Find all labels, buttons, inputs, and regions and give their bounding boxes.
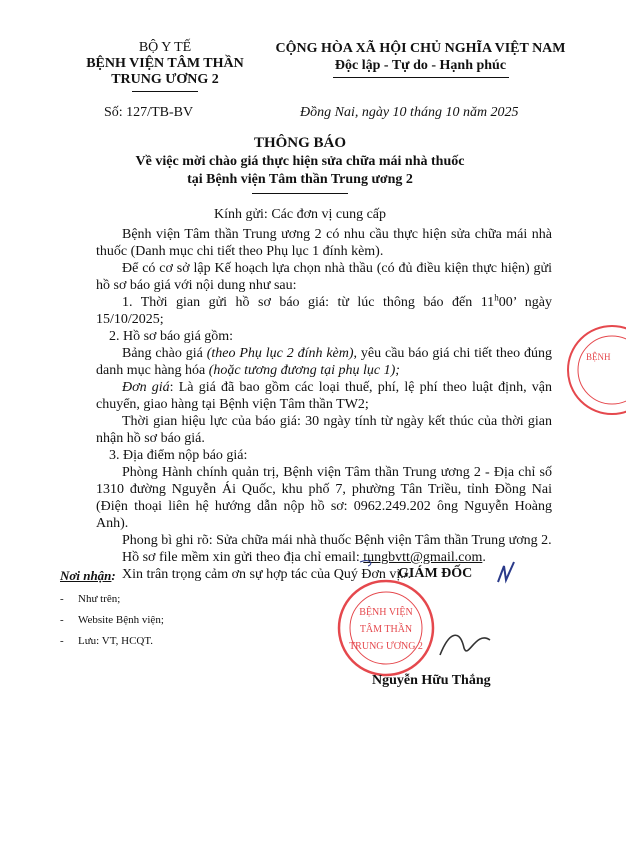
- document-number: Số: 127/TB-BV: [104, 105, 194, 120]
- motto-underline: [333, 77, 509, 78]
- quote-table-text-2: , yêu cầu báo giá chi tiết theo đúng danh mục hàng hóa: [96, 346, 552, 378]
- document-body: [96, 226, 552, 583]
- email-link[interactable]: tungbvtt@gmail.com: [363, 550, 483, 565]
- paragraph-validity: Thời gian hiệu lực của báo giá: 30 ngày tính từ ngày kết thúc của thời gian nhận hồ sơ báo giá.: [96, 414, 552, 446]
- paragraph-purpose: Để có cơ sở lập Kế hoạch lựa chọn nhà thầu (có đủ điều kiện thực hiện) gửi hồ sơ báo giá với nội dung như sau:: [96, 261, 552, 293]
- subject-underline: [252, 193, 348, 194]
- recipient-item-text: Website Bệnh viện;: [78, 614, 164, 626]
- country-name: CỘNG HÒA XÃ HỘI CHỦ NGHĨA VIỆT NAM: [275, 41, 566, 56]
- email-period: .: [482, 550, 486, 565]
- paragraph-envelope: Phong bì ghi rõ: Sửa chữa mái nhà thuốc Bệnh viện Tâm thần Trung ương 2.: [122, 533, 552, 548]
- seal-line-1: BỆNH VIỆN: [359, 607, 413, 618]
- quote-table-appendix: (theo Phụ lục 2 đính kèm): [206, 346, 354, 361]
- recipient-item-text: Như trên;: [78, 593, 121, 605]
- document-subject: [80, 153, 520, 189]
- deadline-hour-sup: h: [494, 292, 499, 303]
- recipient-item: - Website Bệnh viện;: [60, 614, 164, 626]
- place-and-date: Đồng Nai, ngày 10 tháng 10 năm 2025: [300, 105, 519, 120]
- deadline-date: 00’ ngày 15/10/2025;: [96, 295, 552, 327]
- quote-table-text: Bảng chào giá: [122, 346, 207, 361]
- recipients-title-text: Nơi nhận: [60, 568, 112, 583]
- org-underline: [132, 91, 198, 92]
- recipients-block: [60, 568, 260, 654]
- section-2-heading: 2. Hồ sơ báo giá gồm:: [109, 329, 234, 344]
- unit-price-label: Đơn giá: [122, 380, 170, 395]
- email-text: Hồ sơ file mềm xin gửi theo địa chỉ email:: [122, 550, 364, 565]
- national-motto: Độc lập - Tự do - Hạnh phúc: [334, 58, 507, 73]
- section-3-heading: 3. Địa điểm nộp báo giá:: [109, 448, 248, 463]
- seal-line-3: TRUNG ƯƠNG 2: [349, 641, 423, 652]
- paragraph-unit-price: [96, 379, 552, 413]
- paragraph-quote-table: [96, 345, 552, 379]
- unit-price-text: : Là giá đã bao gồm các loại thuế, phí, lệ phí theo luật định, vận chuyển, giao hàng tại Bệnh viện Tâm thần TW2;: [96, 380, 552, 412]
- recipients-title: [60, 568, 260, 584]
- paragraph-deadline: [96, 294, 552, 328]
- issuing-organization: [60, 40, 270, 92]
- recipient-item: - Lưu: VT, HCQT.: [60, 635, 154, 647]
- recipient-item: - Như trên;: [60, 593, 121, 605]
- deadline-text: 1. Thời gian gửi hồ sơ báo giá: từ lúc thông báo đến 11: [122, 295, 495, 310]
- edge-seal-text: BỆNH: [586, 352, 611, 362]
- paragraph-intro: Bệnh viện Tâm thần Trung ương 2 có nhu cầu thực hiện sửa chữa mái nhà thuốc (Danh mục chi tiết theo Phụ lục 1 đính kèm).: [96, 227, 552, 259]
- recipient-item-text: Lưu: VT, HCQT.: [78, 635, 154, 647]
- edge-seal-stamp: [566, 320, 626, 420]
- national-header: [258, 40, 583, 78]
- subject-line-2: tại Bệnh viện Tâm thần Trung ương 2: [187, 172, 413, 187]
- seal-line-2: TÂM THẦN: [359, 624, 413, 635]
- quote-table-equivalent: (hoặc tương đương tại phụ lục 1);: [208, 363, 400, 378]
- recipients-title-colon: :: [111, 568, 116, 583]
- greeting: Kính gửi: Các đơn vị cung cấp: [213, 207, 387, 222]
- paragraph-thanks: Xin trân trọng cảm ơn sự hợp tác của Quý Đơn vị./.: [122, 567, 412, 582]
- hospital-name-line1: BỆNH VIỆN TÂM THẦN: [86, 56, 244, 71]
- ministry-name: BỘ Y TẾ: [138, 40, 192, 55]
- signer-title: GIÁM ĐỐC: [398, 566, 473, 581]
- paragraph-address: Phòng Hành chính quản trị, Bệnh viện Tâm thần Trung ương 2 - Địa chỉ số 1310 đường Nguyễn Ái Quốc, khu phố 7, phường Tân Triều, tỉnh Đồng Nai (Điện thoại liên hệ hướng dẫn nộp hồ sơ: 0962.249.202 ông Nguyễn Hoàng Anh).: [96, 465, 552, 531]
- document-type: THÔNG BÁO: [253, 135, 347, 151]
- subject-line-1: Về việc mời chào giá thực hiện sửa chữa mái nhà thuốc: [135, 154, 465, 169]
- hospital-name-line2: TRUNG ƯƠNG 2: [111, 72, 219, 87]
- signer-name: Nguyễn Hữu Thắng: [372, 673, 491, 688]
